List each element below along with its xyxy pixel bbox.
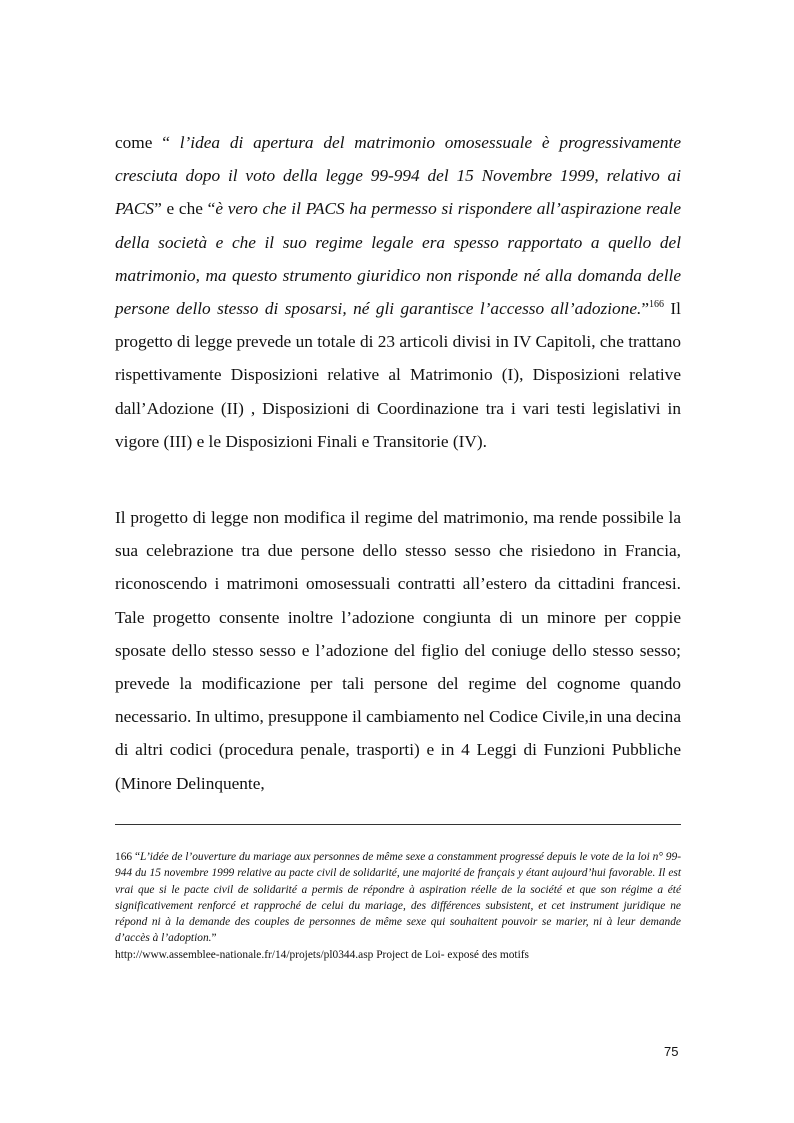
footnote-reference[interactable]: 166 — [649, 299, 664, 311]
text-run: “ — [132, 851, 141, 863]
footnote-number: 166 — [115, 851, 133, 863]
text-run: ” e che “ — [154, 199, 216, 219]
footnote — [115, 849, 681, 963]
quote-italic: è vero che il PACS ha permesso si rispondere all’aspirazione reale della società e che il suo regime legale era spesso rapportato a quello del matrimonio, ma questo strumento giuridico non risponde né alla domanda delle persone dello stesso di sposarsi, né gli garantisce l’accesso all’adozione. — [115, 199, 682, 319]
paragraph-text — [115, 126, 681, 458]
body-paragraph-1 — [115, 126, 681, 458]
page-number: 75 — [664, 1044, 679, 1059]
paragraph-text: Il progetto di legge non modifica il regime del matrimonio, ma rende possibile la sua celebrazione tra due persone dello stesso sesso che risiedono in Francia, riconoscendo i matrimoni omosessuali contratti all’estero da cittadini francesi. Tale progetto consente inoltre l’adozione congiunta di un minore per coppie sposate dello stesso sesso e l’adozione del figlio del coniuge dello stesso sesso; prevede la modificazione per tali persone del regime del cognome quando necessario. In ultimo, presuppone il cambiamento nel Codice Civile,in una decina di altri codici (procedura penale, trasporti) e in 4 Leggi di Funzioni Pubbliche (Minore Delinquente, — [115, 508, 681, 793]
quote-italic: l’idea di apertura del matrimonio omosessuale è progressivamente cresciuta dopo il voto della legge 99-994 del 15 Novembre 1999, relativo ai PACS — [115, 133, 682, 219]
footnote-text — [115, 849, 681, 947]
footnote-separator — [115, 824, 681, 825]
text-run: ” — [211, 932, 217, 945]
text-run: Il progetto di legge prevede un totale di 23 articoli divisi in IV Capitoli, che trattano rispettivamente Disposizioni relative al Matrimonio (I), Disposizioni relative dall’Adozione (II) , Disposizioni di Coordinazione tra i vari testi legislativi in vigore (III) e le Disposizioni Finali e Transitorie (IV). — [115, 299, 681, 451]
text-run: ” — [641, 299, 649, 319]
body-paragraph-2 — [115, 501, 681, 800]
text-run: come “ — [115, 133, 180, 152]
footnote-source[interactable]: http://www.assemblee-nationale.fr/14/projets/pl0344.asp Project de Loi- exposé des motifs — [115, 948, 529, 961]
footnote-quote: L’idée de l’ouverture du mariage aux personnes de même sexe a constamment progressé depuis le vote de la loi n° 99-944 du 15 novembre 1999 relative au pacte civil de solidarité, une majorité de français y étant aujourd’hui favorable. Il est vrai que si le pacte civil de solidarité a permis de répondre à aspiration réelle de la société et que son régime a été significativement renforcé et rapproché de celui du mariage, des différences subsistent, et cet instrument juridique ne répond ni à la demande des couples de personnes de même sexe qui souhaitent pouvoir se marier, ni à leur demande d’accès à l’adoption. — [115, 851, 681, 945]
